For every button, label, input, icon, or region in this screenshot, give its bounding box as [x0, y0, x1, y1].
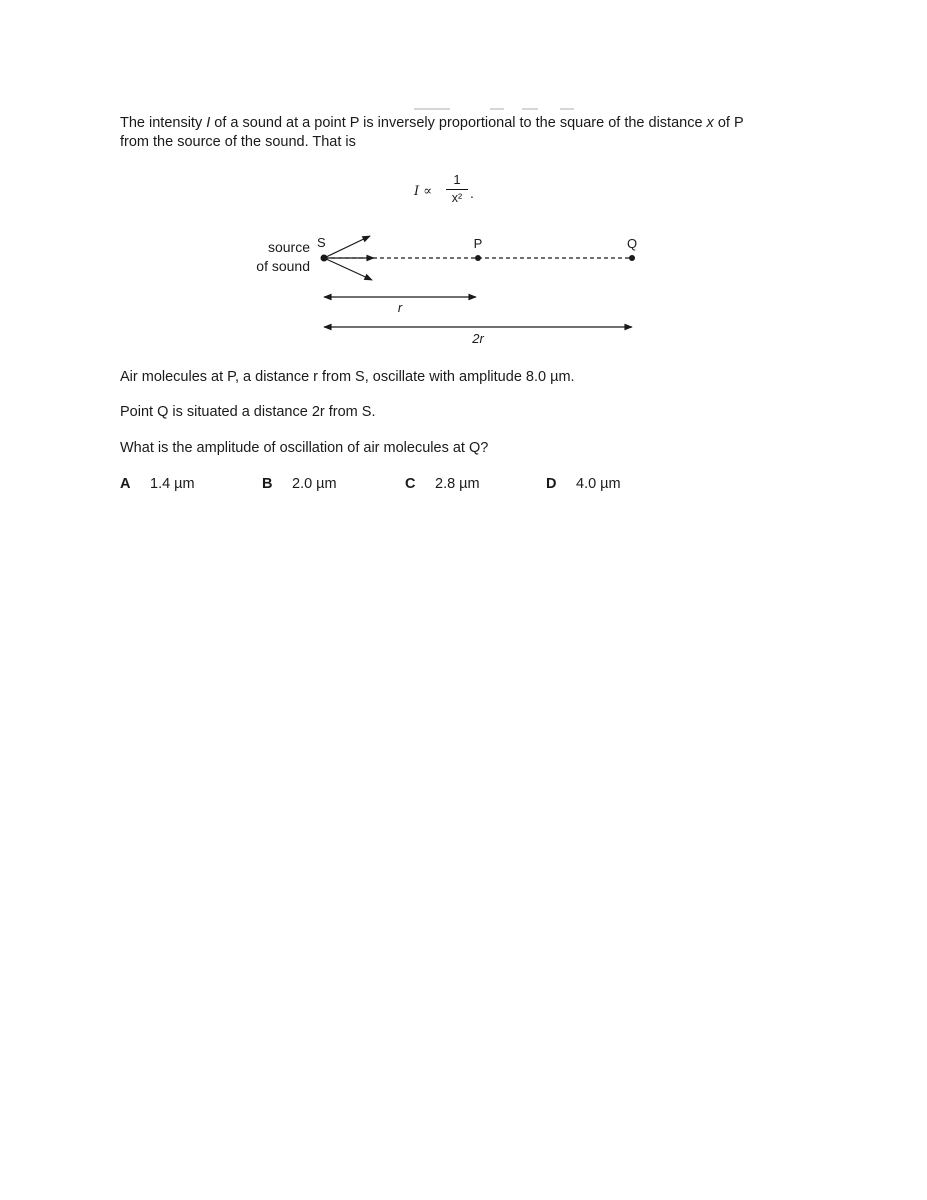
formula-denominator: x² [451, 191, 463, 205]
option-value: 4.0 µm [576, 476, 621, 492]
option-value: 2.8 µm [435, 476, 480, 492]
intro-text: The intensity [120, 115, 207, 131]
formula-numerator: 1 [453, 172, 461, 187]
option-c[interactable] [405, 476, 480, 492]
intro-paragraph [120, 114, 820, 152]
option-key: D [546, 476, 557, 492]
question-line-2: Point Q is situated a distance 2r from S. [120, 404, 376, 420]
option-b[interactable] [262, 476, 337, 492]
formula-end: . [470, 185, 474, 201]
sound-ray-up [324, 236, 370, 258]
intro-text: of a sound at a point P is inversely proportional to the square of the distance [210, 115, 707, 131]
option-value: 2.0 µm [292, 476, 337, 492]
option-key: C [405, 476, 416, 492]
point-p-dot [475, 255, 481, 261]
point-q-dot [629, 255, 635, 261]
question-line-1: Air molecules at P, a distance r from S, oscillate with amplitude 8.0 µm. [120, 369, 575, 385]
source-label-line2: of sound [256, 258, 310, 274]
sound-source-diagram [240, 228, 660, 348]
option-d[interactable] [546, 476, 621, 492]
fraction-bar [446, 189, 468, 190]
answer-options [120, 476, 680, 496]
scan-artifact [522, 108, 538, 110]
point-p-label: P [473, 236, 483, 251]
point-s-label: S [317, 235, 326, 250]
intro-line-1 [120, 114, 820, 133]
question-prompt: What is the amplitude of oscillation of air molecules at Q? [120, 440, 489, 456]
option-key: A [120, 476, 131, 492]
scan-artifact [490, 108, 504, 110]
source-label-line1: source [267, 239, 310, 255]
intro-line-2: from the source of the sound. That is [120, 134, 356, 150]
option-value: 1.4 µm [150, 476, 195, 492]
intro-text: of P [713, 115, 744, 131]
scan-artifact [414, 108, 450, 110]
distance-2r-label: 2r [472, 331, 484, 346]
point-q-label: Q [626, 236, 638, 251]
scan-artifact [560, 108, 574, 110]
formula-lhs: I ∝ [414, 184, 433, 199]
distance-r-label: r [397, 300, 403, 315]
intensity-symbol: I [206, 115, 211, 131]
option-key: B [262, 476, 273, 492]
point-s-dot [321, 255, 328, 262]
distance-symbol: x [706, 115, 714, 131]
sound-ray-down [324, 258, 372, 280]
option-a[interactable] [120, 476, 195, 492]
formula-fraction [446, 172, 468, 205]
